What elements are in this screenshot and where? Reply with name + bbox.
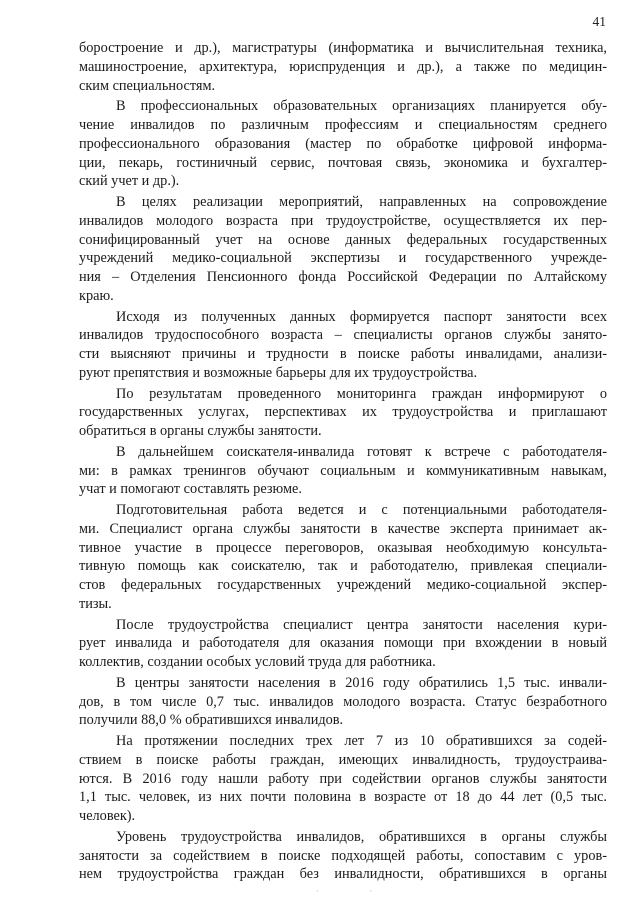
page-number: 41: [592, 14, 606, 29]
text-line: По результатам проведенного мониторинга граждан информируют о: [116, 385, 607, 402]
paragraph-2: [79, 97, 607, 191]
text-line: обратиться в органы службы занятости.: [79, 423, 322, 439]
text-line: государственных услугах, перспективах их трудоустройства и приглашают: [79, 404, 607, 421]
text-line: инвалидов трудоспособного возраста – специалисты органов службы занято-: [79, 327, 607, 344]
body-text: [79, 39, 607, 886]
text-line: чение инвалидов по различным профессиям и специальностям среднего: [79, 117, 607, 133]
text-line: человек).: [79, 808, 136, 824]
text-line: коллектив, создании особых условий труда для работника.: [79, 654, 436, 670]
text-line: После трудоустройства специалист центра занятости населения кури-: [116, 616, 607, 633]
text-line: ский учет и др.).: [79, 173, 180, 190]
text-line: ются. В 2016 году нашли работу при содействии органов службы занятости: [79, 770, 607, 787]
paragraph-10: [79, 732, 607, 826]
paragraph-8: [79, 616, 607, 672]
text-line: В центры занятости населения в 2016 году обратились 1,5 тыс. инвали-: [116, 674, 607, 691]
text-line: руют препятствия и возможные барьеры для их трудоустройства.: [79, 364, 478, 381]
text-line: стов федеральных государственных учреждений медико-социальной экспер-: [79, 577, 607, 593]
text-line: В дальнейшем соискателя-инвалида готовят к встрече с работодателя-: [116, 443, 607, 460]
text-line: тивное участие в процессе переговоров, оказывая необходимую консульта-: [79, 539, 607, 556]
text-line: ствием в поиске работы граждан, имеющих инвалидность, трудоустраива-: [79, 751, 607, 768]
text-line: нем трудоустройства граждан без инвалидности, обратившихся в органы: [79, 866, 607, 883]
text-line: машиностроение, архитектура, юриспруденция и др.), а также по медицин-: [79, 58, 607, 75]
text-line: На протяжении последних трех лет 7 из 10 обратившихся за содей-: [116, 733, 607, 749]
text-line: учреждений медико-социальной экспертизы и государственного учрежде-: [79, 250, 607, 267]
text-line: ми. Специалист органа службы занятости в качестве эксперта принимает ак-: [79, 520, 607, 537]
text-line: инвалидов молодого возраста при трудоустройстве, осуществляется их пер-: [79, 212, 607, 229]
text-line: занятости за содействием в поиске подходящей работы, сопоставим с уров-: [79, 847, 607, 864]
text-line: сонифицированный учет на основе данных федеральных государственных: [79, 231, 607, 248]
paragraph-6: [79, 443, 607, 499]
text-line: краю.: [79, 287, 114, 304]
text-line: Исходя из полученных данных формируется паспорт занятости всех: [116, 308, 607, 325]
text-line: учат и помогают составлять резюме.: [79, 481, 302, 498]
text-line: тизы.: [79, 595, 112, 612]
text-line: тивную помощь как соискателю, так и работодателю, привлекая специали-: [79, 558, 607, 575]
paragraph-4: [79, 308, 607, 383]
scan-mark: · ·: [316, 886, 397, 896]
text-line: В профессиональных образовательных организациях планируется обу-: [116, 98, 607, 115]
text-line: ния – Отделения Пенсионного фонда Российской Федерации по Алтайскому: [79, 269, 607, 285]
text-line: дов, в том числе 0,7 тыс. инвалидов молодого возраста. Статус безработного: [79, 693, 607, 710]
text-line: ским специальностям.: [79, 77, 216, 94]
paragraph-3: [79, 193, 607, 306]
paragraph-11: [79, 828, 607, 884]
paragraph-5: [79, 385, 607, 441]
paragraph-7: [79, 501, 607, 614]
paragraph-1: [79, 39, 607, 95]
text-line: Подготовительная работа ведется и с потенциальными работодателя-: [116, 502, 607, 518]
text-line: 1,1 тыс. человек, из них почти половина в возрасте от 18 до 44 лет (0,5 тыс.: [79, 789, 607, 806]
text-line: рует инвалида и работодателя для оказания помощи при вхождении в новый: [79, 635, 607, 652]
text-line: получили 88,0 % обратившихся инвалидов.: [79, 712, 344, 729]
paragraph-9: [79, 674, 607, 730]
text-line: ции, пекарь, гостиничный сервис, почтовая связь, экономика и бухгалтер-: [79, 154, 607, 171]
text-line: профессионального образования (мастер по обработке цифровой информа-: [79, 135, 607, 152]
text-line: сти выясняют причины и трудности в поиске работы инвалидами, анализи-: [79, 346, 607, 362]
text-line: боростроение и др.), магистратуры (информатика и вычислительная техника,: [79, 40, 607, 56]
text-line: Уровень трудоустройства инвалидов, обратившихся в органы службы: [116, 828, 607, 845]
text-line: ми: в рамках тренингов обучают социальным и коммуникативным навыкам,: [79, 462, 607, 479]
text-line: В целях реализации мероприятий, направленных на сопровождение: [116, 194, 607, 210]
